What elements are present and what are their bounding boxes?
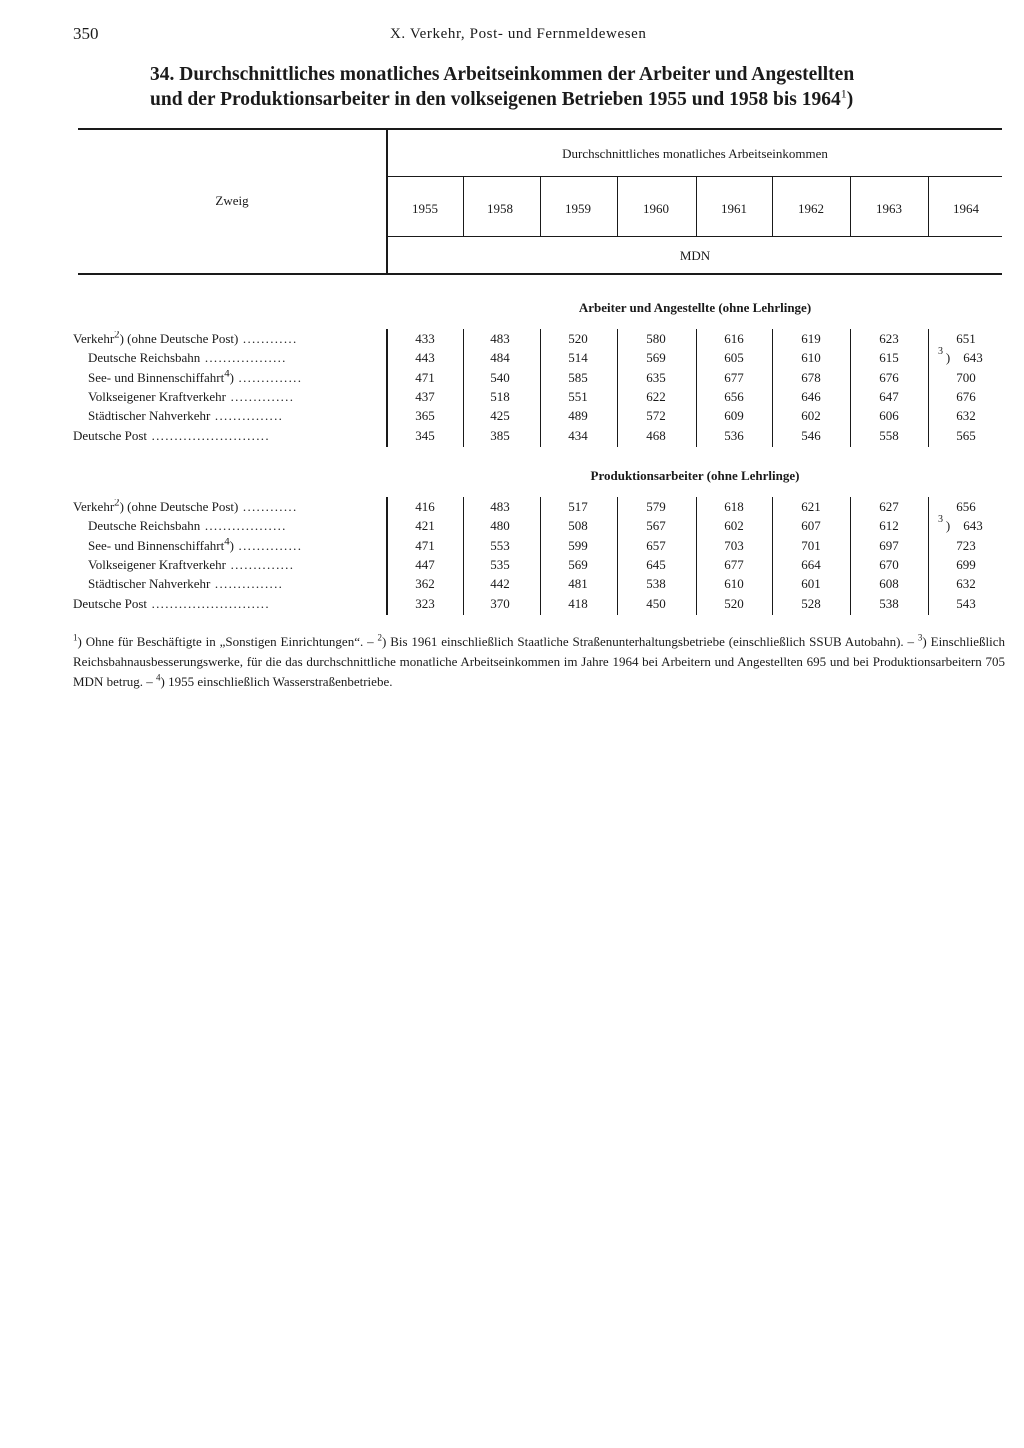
year-header: 1963 <box>876 201 902 216</box>
table-cell: 484 <box>490 350 510 366</box>
table-cell: 602 <box>801 408 821 424</box>
footnote-text: ) Ohne für Beschäftigte in „Sonstigen Einrichtungen“. – <box>77 634 378 649</box>
table-title-line-2: und der Produktionsarbeiter in den volkseigenen Betrieben 1955 und 1958 bis 1964$^1$) <box>150 86 854 110</box>
table-row <box>0 389 1024 409</box>
table-cell: 643 <box>963 518 983 534</box>
table-cell: 657 <box>646 537 666 553</box>
table-cell: 601 <box>801 576 821 592</box>
table-cell: 569 <box>568 556 588 572</box>
table-cell: 569 <box>646 350 666 366</box>
table-cell: 508 <box>568 518 588 534</box>
row-label: See- und Binnenschiffahrt$^4$) .............. <box>88 370 365 386</box>
table-top-rule <box>78 128 1002 130</box>
table-cell: 546 <box>801 427 821 443</box>
footnotes <box>73 632 1005 692</box>
table-cell: 450 <box>646 595 666 611</box>
footnote-text: ) 1955 einschließlich Wasserstraßenbetriebe. <box>160 674 393 689</box>
table-cell: 664 <box>801 556 821 572</box>
table-cell: 362 <box>415 576 435 592</box>
table-cell: 700 <box>956 369 976 385</box>
table-cell: 701 <box>801 537 821 553</box>
table-row <box>0 370 1024 390</box>
year-header: 1959 <box>565 201 591 216</box>
table-cell: 385 <box>490 427 510 443</box>
table-cell: 418 <box>568 595 588 611</box>
year-column-divider <box>696 177 697 236</box>
row-label: Städtischer Nahverkehr ............... <box>88 408 284 424</box>
year-header: 1961 <box>721 201 747 216</box>
table-cell: 528 <box>801 595 821 611</box>
table-cell: 616 <box>724 331 744 346</box>
table-cell: 520 <box>724 595 744 611</box>
table-cell: 572 <box>646 408 666 424</box>
table-cell: 433 <box>415 331 435 346</box>
row-label: See- und Binnenschiffahrt$^4$) .............. <box>88 538 365 554</box>
table-cell: 677 <box>724 369 744 385</box>
table-cell: 678 <box>801 369 821 385</box>
table-row <box>0 428 1024 448</box>
table-cell: 514 <box>568 350 588 366</box>
table-cell: 602 <box>724 518 744 534</box>
footnote-mark: 2 <box>114 499 120 509</box>
table-cell: 606 <box>879 408 899 424</box>
year-header: 1955 <box>412 201 438 216</box>
unit-header: MDN <box>679 248 711 263</box>
table-cell: 483 <box>490 331 510 346</box>
table-cell: 608 <box>879 576 899 592</box>
header-unit-rule <box>388 236 1002 237</box>
table-row <box>0 538 1024 558</box>
footnote-paren: ) <box>945 518 951 534</box>
footnote-mark: 4 <box>156 672 161 683</box>
table-cell: 468 <box>646 427 666 443</box>
table-cell: 610 <box>724 576 744 592</box>
table-cell: 646 <box>801 388 821 404</box>
row-label: Deutsche Reichsbahn .................. <box>88 350 287 366</box>
table-cell: 536 <box>724 427 744 443</box>
table-cell: 723 <box>956 537 976 553</box>
footnote-mark: 3 <box>938 346 943 358</box>
table-cell: 635 <box>646 369 666 385</box>
running-head: X. Verkehr, Post- und Fernmeldewesen <box>390 26 647 42</box>
table-row <box>0 499 1024 519</box>
year-column-divider <box>928 177 929 236</box>
table-cell: 619 <box>801 331 821 346</box>
stub-header: Zweig <box>215 193 249 208</box>
table-row <box>0 331 1024 351</box>
table-cell: 645 <box>646 556 666 572</box>
table-cell: 551 <box>568 388 588 404</box>
table-row <box>0 514 1024 538</box>
table-cell: 621 <box>801 499 821 514</box>
table-cell: 580 <box>646 331 666 346</box>
footnote-mark: 3 <box>917 632 923 643</box>
row-label: Deutsche Post .......................... <box>73 595 270 611</box>
table-title-line-1: 34. Durchschnittliches monatliches Arbeitseinkommen der Arbeiter und Angestellten <box>150 64 855 85</box>
table-cell: 609 <box>724 408 744 424</box>
table-row <box>0 557 1024 577</box>
row-label: Deutsche Post .......................... <box>73 427 270 443</box>
table-cell: 610 <box>801 350 821 366</box>
footnote-text: ) Einschließlich Reichsbahnausbesserungswerke, für die das durchschnittliche monatliche Arbeitseinkommen im Jahre 1964 bei Arbeitern und Angestellten 695 und bei Produktionsarbeitern 705 MDN betrug. – <box>73 634 1005 689</box>
table-cell: 697 <box>879 537 899 553</box>
table-cell: 585 <box>568 369 588 385</box>
table-cell: 656 <box>956 499 976 514</box>
table-cell: 627 <box>879 499 899 514</box>
table-title <box>150 62 1010 112</box>
year-header: 1962 <box>798 201 824 216</box>
group-header: Durchschnittliches monatliches Arbeitseinkommen <box>562 146 828 161</box>
table-cell: 599 <box>568 537 588 553</box>
table-cell: 670 <box>879 556 899 572</box>
header-group-rule <box>388 176 1002 177</box>
table-cell: 632 <box>956 576 976 592</box>
footnote-mark: 2 <box>114 331 120 341</box>
year-column-divider <box>617 177 618 236</box>
row-label: Volkseigener Kraftverkehr .............. <box>88 556 295 572</box>
year-column-divider <box>540 177 541 236</box>
table-cell: 538 <box>879 595 899 611</box>
footnote-mark: 3 <box>938 514 943 526</box>
table-cell: 622 <box>646 388 666 404</box>
table-cell: 699 <box>956 556 976 572</box>
table-cell: 421 <box>415 518 435 534</box>
table-cell: 471 <box>415 537 435 553</box>
table-cell: 607 <box>801 518 821 534</box>
table-row <box>0 596 1024 616</box>
table-cell: 323 <box>415 595 435 611</box>
table-cell: 618 <box>724 499 744 514</box>
table-cell: 612 <box>879 518 899 534</box>
year-header: 1958 <box>487 201 513 216</box>
table-cell: 442 <box>490 576 510 592</box>
table-cell: 558 <box>879 427 899 443</box>
header-bottom-rule <box>78 273 1002 275</box>
table-cell: 518 <box>490 388 510 404</box>
table-cell: 370 <box>490 595 510 611</box>
table-cell: 647 <box>879 388 899 404</box>
table-cell: 434 <box>568 427 588 443</box>
table-cell: 481 <box>568 576 588 592</box>
table-row <box>0 408 1024 428</box>
footnote-mark: 4 <box>224 537 230 548</box>
table-cell: 443 <box>415 350 435 366</box>
table-cell: 579 <box>646 499 666 514</box>
table-cell: 623 <box>879 331 899 346</box>
footnote-text: ) Bis 1961 einschließlich Staatliche Straßenunterhaltungsbetriebe (einschließlich SSUB Autobahn). – <box>381 634 918 649</box>
table-cell: 615 <box>879 350 899 366</box>
table-cell: 483 <box>490 499 510 514</box>
footnote-paren: ) <box>945 350 951 366</box>
table-cell: 538 <box>646 576 666 592</box>
footnote-mark: 1 <box>73 632 78 643</box>
row-label: Volkseigener Kraftverkehr .............. <box>88 388 295 404</box>
table-cell: 416 <box>415 499 435 514</box>
row-label: Städtischer Nahverkehr ............... <box>88 576 284 592</box>
year-column-divider <box>463 177 464 236</box>
title-footnote-mark: 1 <box>840 86 847 101</box>
table-cell: 605 <box>724 350 744 366</box>
table-cell: 567 <box>646 518 666 534</box>
row-label: Verkehr$^2$) (ohne Deutsche Post) ............ <box>73 331 365 347</box>
year-header: 1964 <box>953 201 979 216</box>
table-cell: 677 <box>724 556 744 572</box>
table-cell: 651 <box>956 331 976 346</box>
table-cell: 447 <box>415 556 435 572</box>
year-header: 1960 <box>643 201 669 216</box>
table-cell: 365 <box>415 408 435 424</box>
year-column-divider <box>772 177 773 236</box>
table-cell: 471 <box>415 369 435 385</box>
table-cell: 676 <box>956 388 976 404</box>
footnote-mark: 2 <box>377 632 382 643</box>
table-cell: 535 <box>490 556 510 572</box>
table-cell: 553 <box>490 537 510 553</box>
table-row <box>0 346 1024 370</box>
table-cell: 517 <box>568 499 588 514</box>
row-label: Deutsche Reichsbahn .................. <box>88 518 287 534</box>
page-number: 350 <box>73 24 99 43</box>
table-cell: 480 <box>490 518 510 534</box>
year-column-divider <box>850 177 851 236</box>
table-cell: 632 <box>956 408 976 424</box>
table-cell: 656 <box>724 388 744 404</box>
section-title: Produktionsarbeiter (ohne Lehrlinge) <box>590 468 800 483</box>
table-cell: 489 <box>568 408 588 424</box>
section-title: Arbeiter und Angestellte (ohne Lehrlinge) <box>578 300 812 315</box>
table-cell: 643 <box>963 350 983 366</box>
table-cell: 543 <box>956 595 976 611</box>
row-label: Verkehr$^2$) (ohne Deutsche Post) ............ <box>73 499 365 515</box>
table-cell: 540 <box>490 369 510 385</box>
table-cell: 676 <box>879 369 899 385</box>
table-cell: 565 <box>956 427 976 443</box>
table-cell: 520 <box>568 331 588 346</box>
footnote-mark: 4 <box>224 369 230 380</box>
table-cell: 345 <box>415 427 435 443</box>
table-cell: 703 <box>724 537 744 553</box>
table-cell: 437 <box>415 388 435 404</box>
table-row <box>0 576 1024 596</box>
table-cell: 425 <box>490 408 510 424</box>
